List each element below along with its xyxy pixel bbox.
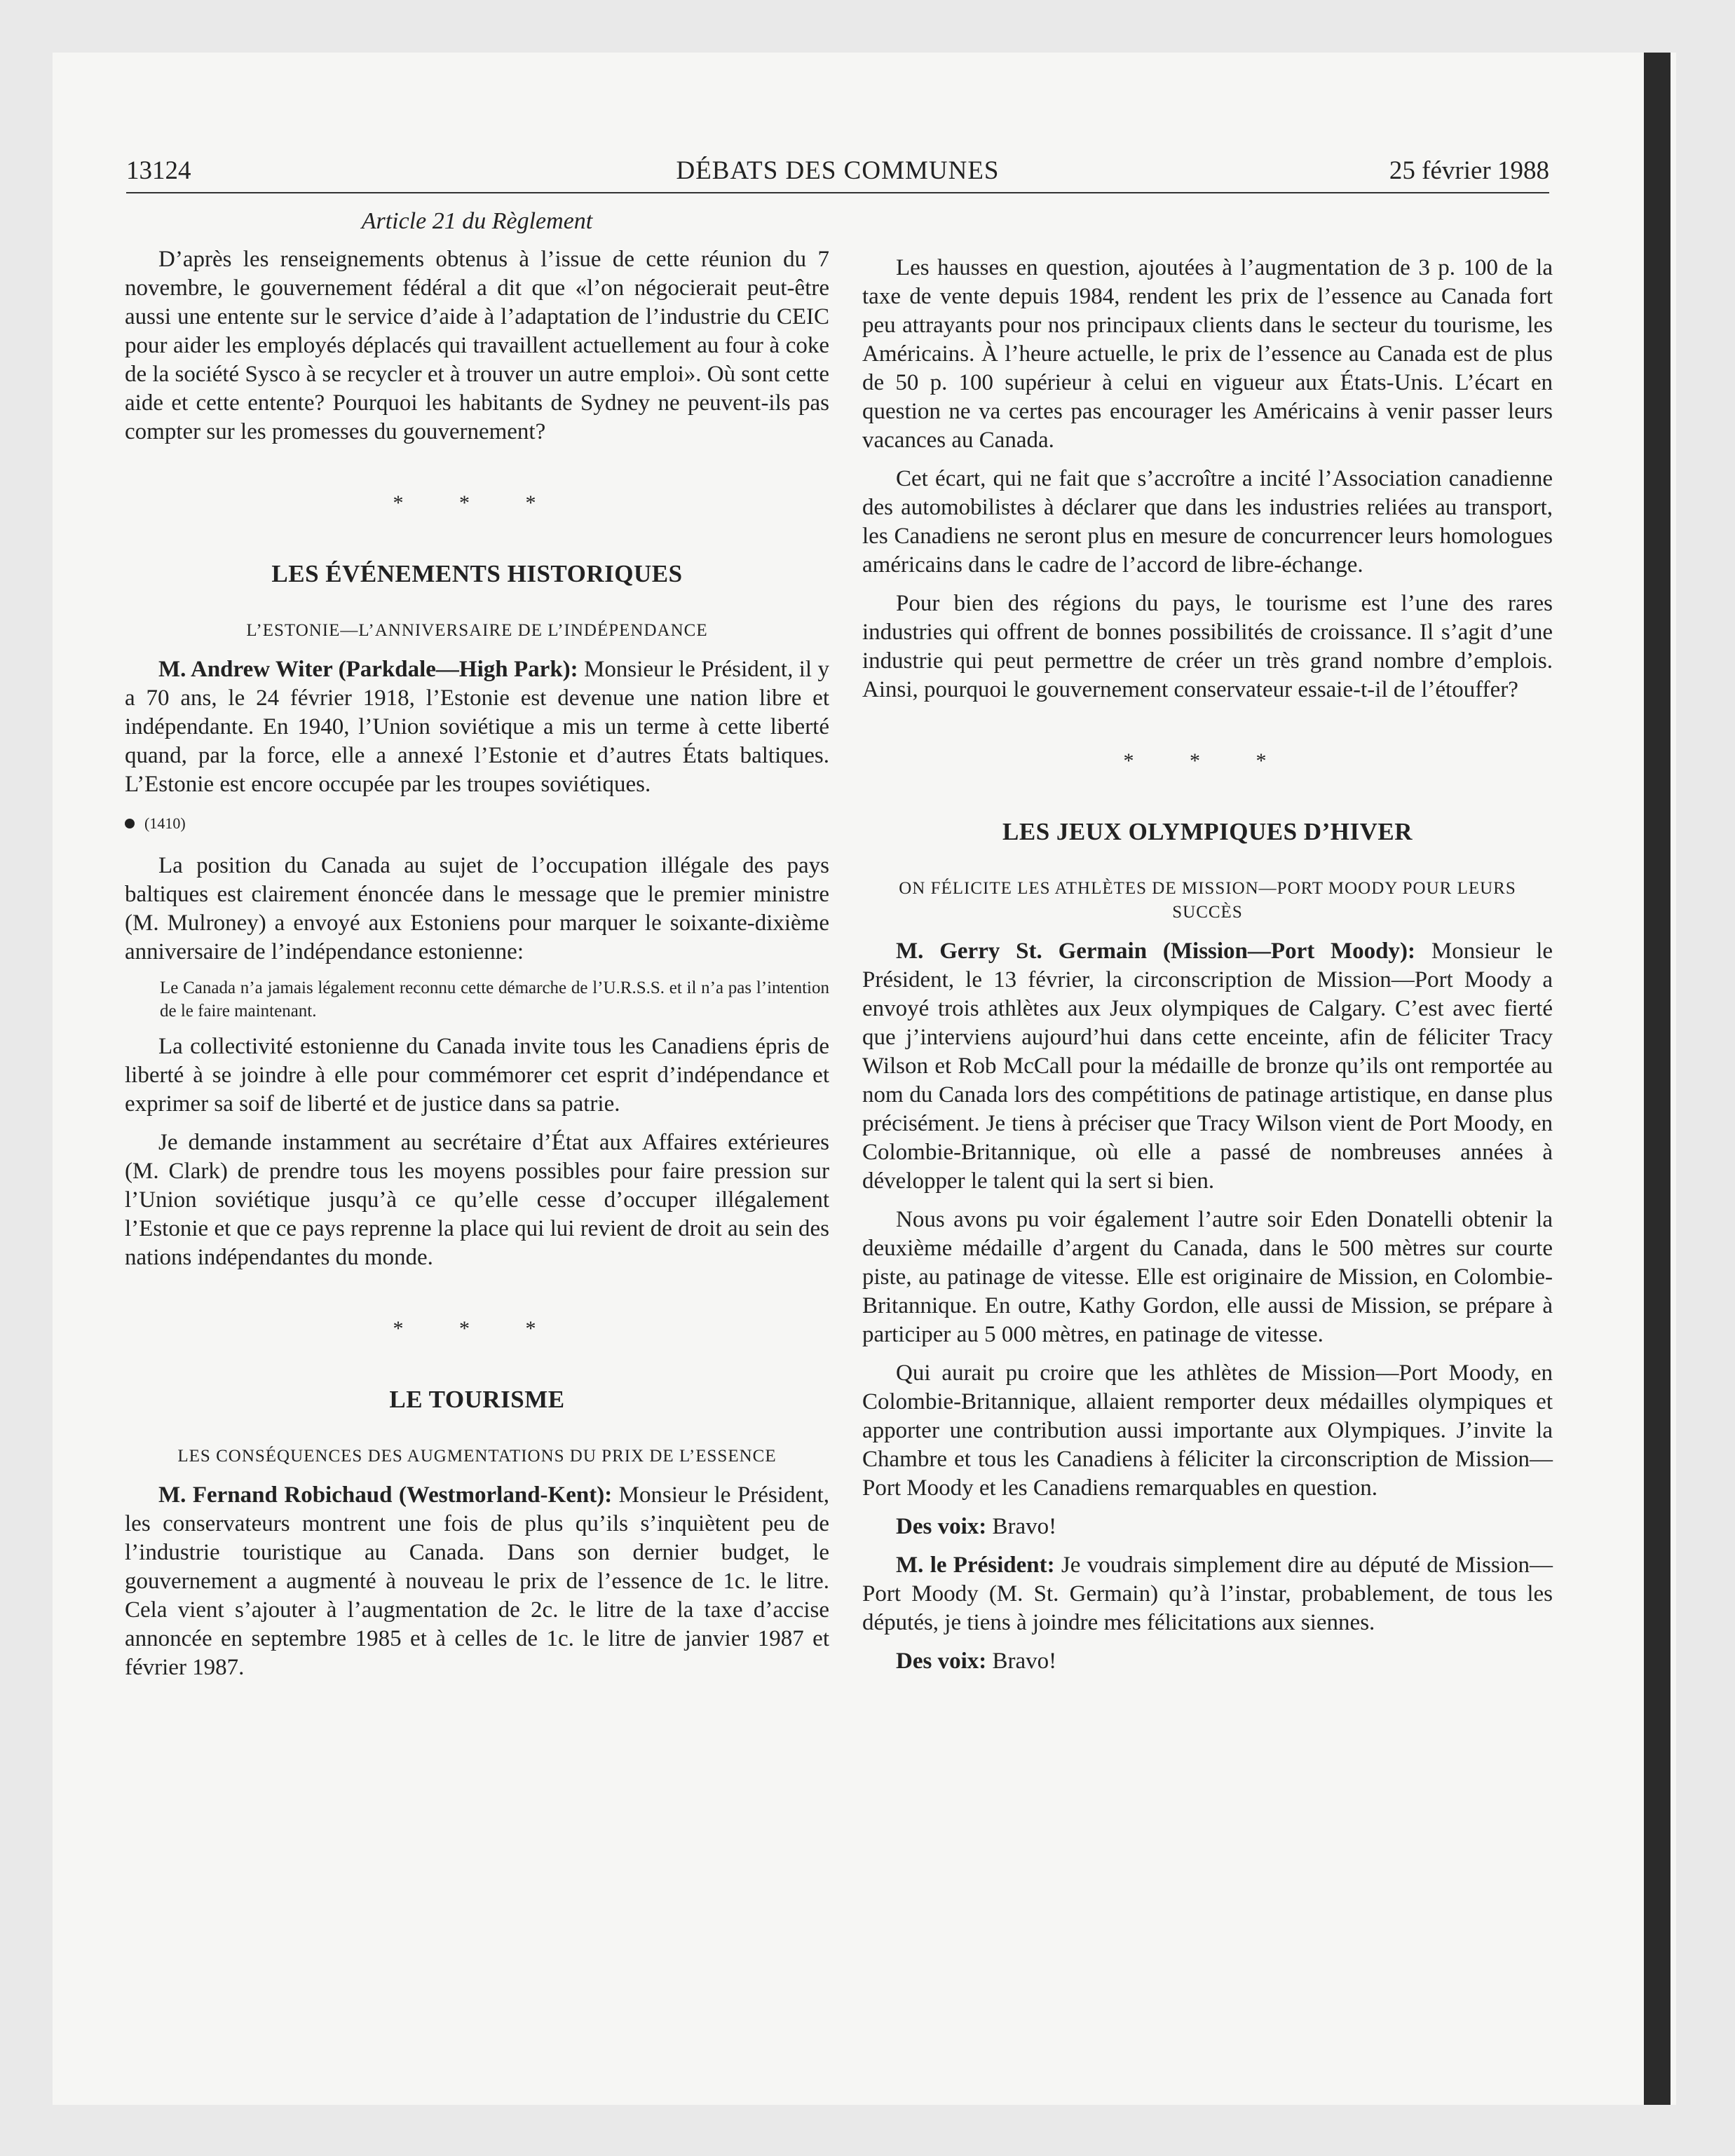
speaker-name: M. Gerry St. Germain (Mission—Port Moody): [896,939,1416,964]
page-header [126,156,1549,193]
paragraph: Je demande instamment au secrétaire d’État aux Affaires extérieures (M. Clark) de prendre tous les moyens possibles pour faire pression sur l’Union soviétique jusqu’à ce qu’elle cesse d’occuper illégalement l’Estonie et que ce pays reprenne la place qui lui revient de droit au sein des nations indépendantes du monde. [125,1130,829,1270]
section-separator: * * * [393,491,562,514]
paragraph: Nous avons pu voir également l’autre soir Eden Donatelli obtenir la deuxième médaille d’argent du Canada, dans le 500 mètres sur courte piste, au patinage de vitesse. Elle est originaire de Mission, en Colombie-Britannique. En outre, Kathy Gordon, elle aussi de Mission, se prépare à participer au 5 000 mètres, en patinage de vitesse. [862,1207,1553,1347]
article-reference: Article 21 du Règlement [361,208,593,234]
paragraph: Pour bien des régions du pays, le tourisme est l’une des rares industries qui offrent de bonnes possibilités de croissance. Il s’agit d’une industrie qui peut permettre de créer un très grand nombre d’emplois. Ainsi, pourquoi le gouvernement conservateur essaie-t-il de l’étouffer? [862,591,1553,702]
paragraph: La collectivité estonienne du Canada invite tous les Canadiens épris de liberté à se joindre à elle pour commémorer cet esprit d’indépendance et exprimer sa soif de liberté et de justice dans sa patrie. [125,1034,829,1117]
interjection-text: Bravo! [992,1649,1057,1674]
section-subheading: LES CONSÉQUENCES DES AUGMENTATIONS DU PRIX DE L’ESSENCE [177,1447,777,1466]
speaker-name: M. le Président: [896,1553,1055,1578]
paragraph: La position du Canada au sujet de l’occupation illégale des pays baltiques est clairement énoncée dans le message que le premier ministre (M. Mulroney) a envoyé aux Estoniens pour marquer le soixante-dixième anniversaire de l’indépendance estonienne: [125,853,829,964]
bullet-icon [125,819,135,828]
speaker-name: Des voix: [896,1649,987,1674]
page-number: 13124 [126,156,191,185]
paragraph: Les hausses en question, ajoutées à l’augmentation de 3 p. 100 de la taxe de vente depuis 1984, rendent les prix de l’essence au Canada fort peu attrayants pour nos principaux clients dans le secteur du tourisme, les Américains. À l’heure actuelle, le prix de l’essence au Canada est de plus de 50 p. 100 supérieur à celui en vigueur aux États-Unis. L’écart en question ne va certes pas encourager les Américains à venir passer leurs vacances au Canada. [862,255,1553,453]
speech-paragraph [125,655,829,799]
speech-text: Je voudrais simplement dire au député de Mission—Port Moody (M. St. Germain) qu’à l’instar, probablement, de tous les députés, je tiens à joindre mes félicitations aux siennes. [862,1553,1553,1635]
block-quote: Le Canada n’a jamais légalement reconnu cette démarche de l’U.R.S.S. et il n’a pas l’intention de le faire maintenant. [160,978,829,1021]
speech-paragraph [125,1481,829,1682]
paragraph: D’après les renseignements obtenus à l’issue de cette réunion du 7 novembre, le gouvernement fédéral a dit que «l’on négocierait peut-être aussi une entente sur le service d’aide à l’adaptation de l’industrie du CEIC pour aider les employés déplacés qui travaillent actuellement au four à coke de la société Sysco à se recycler et à trouver un autre emploi». Où sont cette aide et cette entente? Pourquoi les habitants de Sydney ne peuvent-ils pas compter sur les promesses du gouvernement? [125,247,829,444]
time-marker-label: (1410) [144,814,186,832]
scan-edge [1644,53,1671,2105]
paragraph: Qui aurait pu croire que les athlètes de Mission—Port Moody, en Colombie-Britannique, allaient remporter deux médailles olympiques et apporter une contribution aussi importante aux Olympiques. J’invite la Chambre et tous les Canadiens à féliciter la circonscription de Mission—Port Moody et les Canadiens remarquables en question. [862,1360,1553,1501]
right-column [862,254,1553,1686]
section-separator: * * * [393,1317,562,1340]
left-column [125,207,829,1692]
time-marker [125,809,829,838]
speech-text: Monsieur le Président, les conservateurs montrent une fois de plus qu’ils s’inquiètent peu de l’industrie touristique au Canada. Dans son dernier budget, le gouvernement a augmenté à nouveau le prix de l’essence de 1c. le litre. Cela vient s’ajouter à l’augmentation de 2c. le litre de la taxe d’accise annoncée en septembre 1985 et à celles de 1c. le litre de janvier 1987 et février 1987. [125,1482,830,1680]
page-date: 25 février 1988 [1389,156,1549,185]
section-subheading: ON FÉLICITE LES ATHLÈTES DE MISSION—PORT MOODY POUR LEURS SUCCÈS [899,879,1516,922]
interjection [862,1513,1553,1541]
publication-title: DÉBATS DES COMMUNES [676,156,1000,185]
speech-text: Monsieur le Président, le 13 février, la circonscription de Mission—Port Moody a envoyé trois athlètes aux Jeux olympiques de Calgary. C’est avec fierté que j’interviens aujourd’hui dans cette enceinte, afin de féliciter Tracy Wilson et Rob McCall pour la médaille de bronze qu’ils ont remportée au nom du Canada lors des compétitions de patinage artistique, en danse plus précisément. Je tiens à préciser que Tracy Wilson vient de Port Moody, en Colombie-Britannique, où elle a passé de nombreuses années à développer le talent qui la sert si bien. [862,939,1553,1194]
section-heading: LES JEUX OLYMPIQUES D’HIVER [1002,818,1413,845]
interjection [862,1647,1553,1676]
section-heading: LES ÉVÉNEMENTS HISTORIQUES [271,560,683,587]
speaker-name: M. Andrew Witer (Parkdale—High Park): [158,657,578,682]
section-separator: * * * [1123,749,1292,772]
interjection-text: Bravo! [992,1514,1057,1539]
speaker-name: Des voix: [896,1514,987,1539]
paragraph: Cet écart, qui ne fait que s’accroître a incité l’Association canadienne des automobilistes à déclarer que dans les industries reliées au transport, les Canadiens ne seront plus en mesure de concurrencer leurs homologues américains dans le cadre de l’accord de libre-échange. [862,466,1553,578]
speaker-name: M. Fernand Robichaud (Westmorland-Kent): [158,1482,613,1508]
section-subheading: L’ESTONIE—L’ANNIVERSAIRE DE L’INDÉPENDANCE [246,621,708,640]
speech-paragraph [862,1551,1553,1637]
speech-text: Monsieur le Président, il y a 70 ans, le 24 février 1918, l’Estonie est devenue une nation libre et indépendante. En 1940, l’Union soviétique a mis un terme à cette liberté quand, par la force, elle a annexé l’Estonie et d’autres États baltiques. L’Estonie est encore occupée par les troupes soviétiques. [125,657,830,797]
speech-paragraph [862,937,1553,1196]
section-heading: LE TOURISME [389,1386,565,1413]
